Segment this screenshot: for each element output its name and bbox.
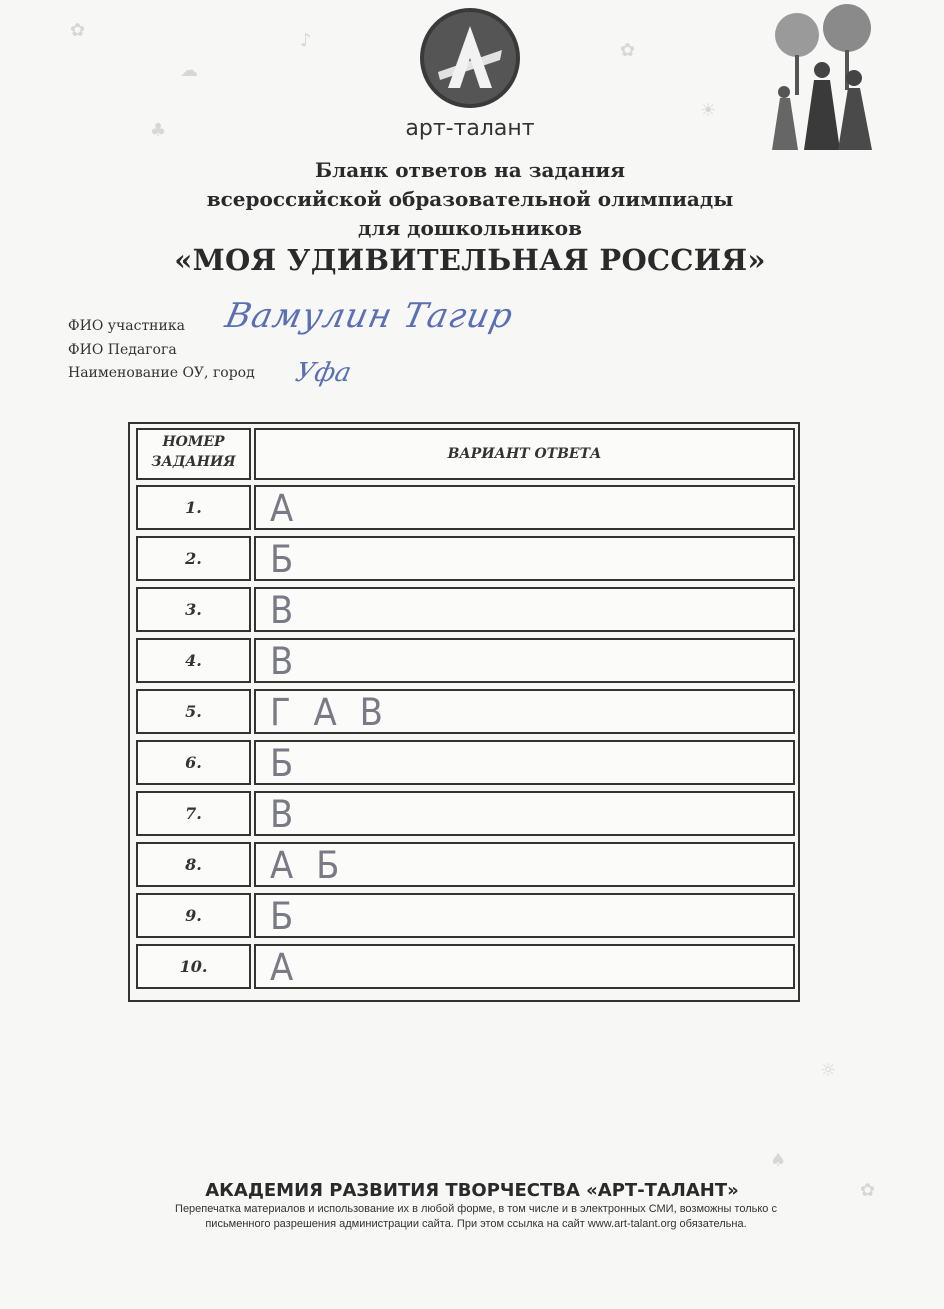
school-city-handwritten: Уфа (292, 358, 354, 388)
header-number-line-2: ЗАДАНИЯ (151, 454, 236, 470)
participant-name-handwritten: Вамулин Тагир (221, 296, 517, 336)
participant-label: ФИО участника (68, 318, 185, 334)
answer-text: А (270, 487, 300, 531)
task-number: 3. (136, 587, 251, 632)
header-number-line-1: НОМЕР (162, 434, 225, 450)
answer-cell (254, 485, 795, 530)
footer-title: АКАДЕМИЯ РАЗВИТИЯ ТВОРЧЕСТВА «АРТ-ТАЛАНТ» (205, 1180, 739, 1201)
answer-text: Б (270, 742, 300, 786)
art-talant-logo (418, 6, 522, 110)
footer-note-line-1: Перепечатка материалов и использование их в любой форме, в том числе и в электронных СМИ, возможны только с (175, 1203, 777, 1215)
answer-cell (254, 791, 795, 836)
task-number: 10. (136, 944, 251, 989)
task-number: 8. (136, 842, 251, 887)
header-answer-text: ВАРИАНТ ОТВЕТА (447, 446, 602, 462)
doodle-icon: ☼ (820, 1060, 837, 1081)
answer-cell (254, 536, 795, 581)
answer-text: Б (270, 538, 300, 582)
folk-dolls-illustration (762, 0, 882, 160)
title-line-2: всероссийской образовательной олимпиады (206, 187, 734, 211)
task-number: 2. (136, 536, 251, 581)
answer-text: А Б (270, 844, 346, 888)
doodle-icon: ☁ (180, 60, 198, 81)
task-number: 6. (136, 740, 251, 785)
answer-text: В (270, 589, 300, 633)
answer-cell (254, 842, 795, 887)
task-number: 9. (136, 893, 251, 938)
answer-text: Б (270, 895, 300, 939)
brand-name: арт-талант (405, 116, 535, 141)
olympiad-title: «МОЯ УДИВИТЕЛЬНАЯ РОССИЯ» (174, 243, 766, 277)
header-number-text (136, 432, 251, 472)
answer-cell (254, 587, 795, 632)
doodle-icon: ✿ (70, 20, 86, 41)
task-number: 7. (136, 791, 251, 836)
doodle-icon: ☀ (700, 100, 717, 121)
answer-cell (254, 638, 795, 683)
answer-cell (254, 893, 795, 938)
doodle-icon: ✿ (620, 40, 636, 61)
doodle-icon: ♣ (150, 120, 167, 141)
title-line-3: для дошкольников (358, 216, 582, 240)
footer-note-line-2: письменного разрешения администрации сайта. При этом ссылка на сайт www.art-talant.org обязательна. (205, 1218, 747, 1230)
doodle-icon: ♪ (300, 30, 312, 51)
answer-text: Г А В (270, 691, 389, 735)
teacher-label: ФИО Педагога (68, 342, 177, 358)
task-number: 1. (136, 485, 251, 530)
doodle-icon: ✿ (860, 1180, 876, 1201)
answer-text: А (270, 946, 300, 990)
doodle-icon: ♠ (770, 1150, 787, 1171)
answer-text: В (270, 640, 300, 684)
answer-cell (254, 689, 795, 734)
task-number: 5. (136, 689, 251, 734)
task-number: 4. (136, 638, 251, 683)
title-line-1: Бланк ответов на задания (315, 158, 625, 182)
school-label: Наименование ОУ, город (68, 365, 255, 381)
answer-cell (254, 740, 795, 785)
answer-cell (254, 944, 795, 989)
answer-text: В (270, 793, 300, 837)
